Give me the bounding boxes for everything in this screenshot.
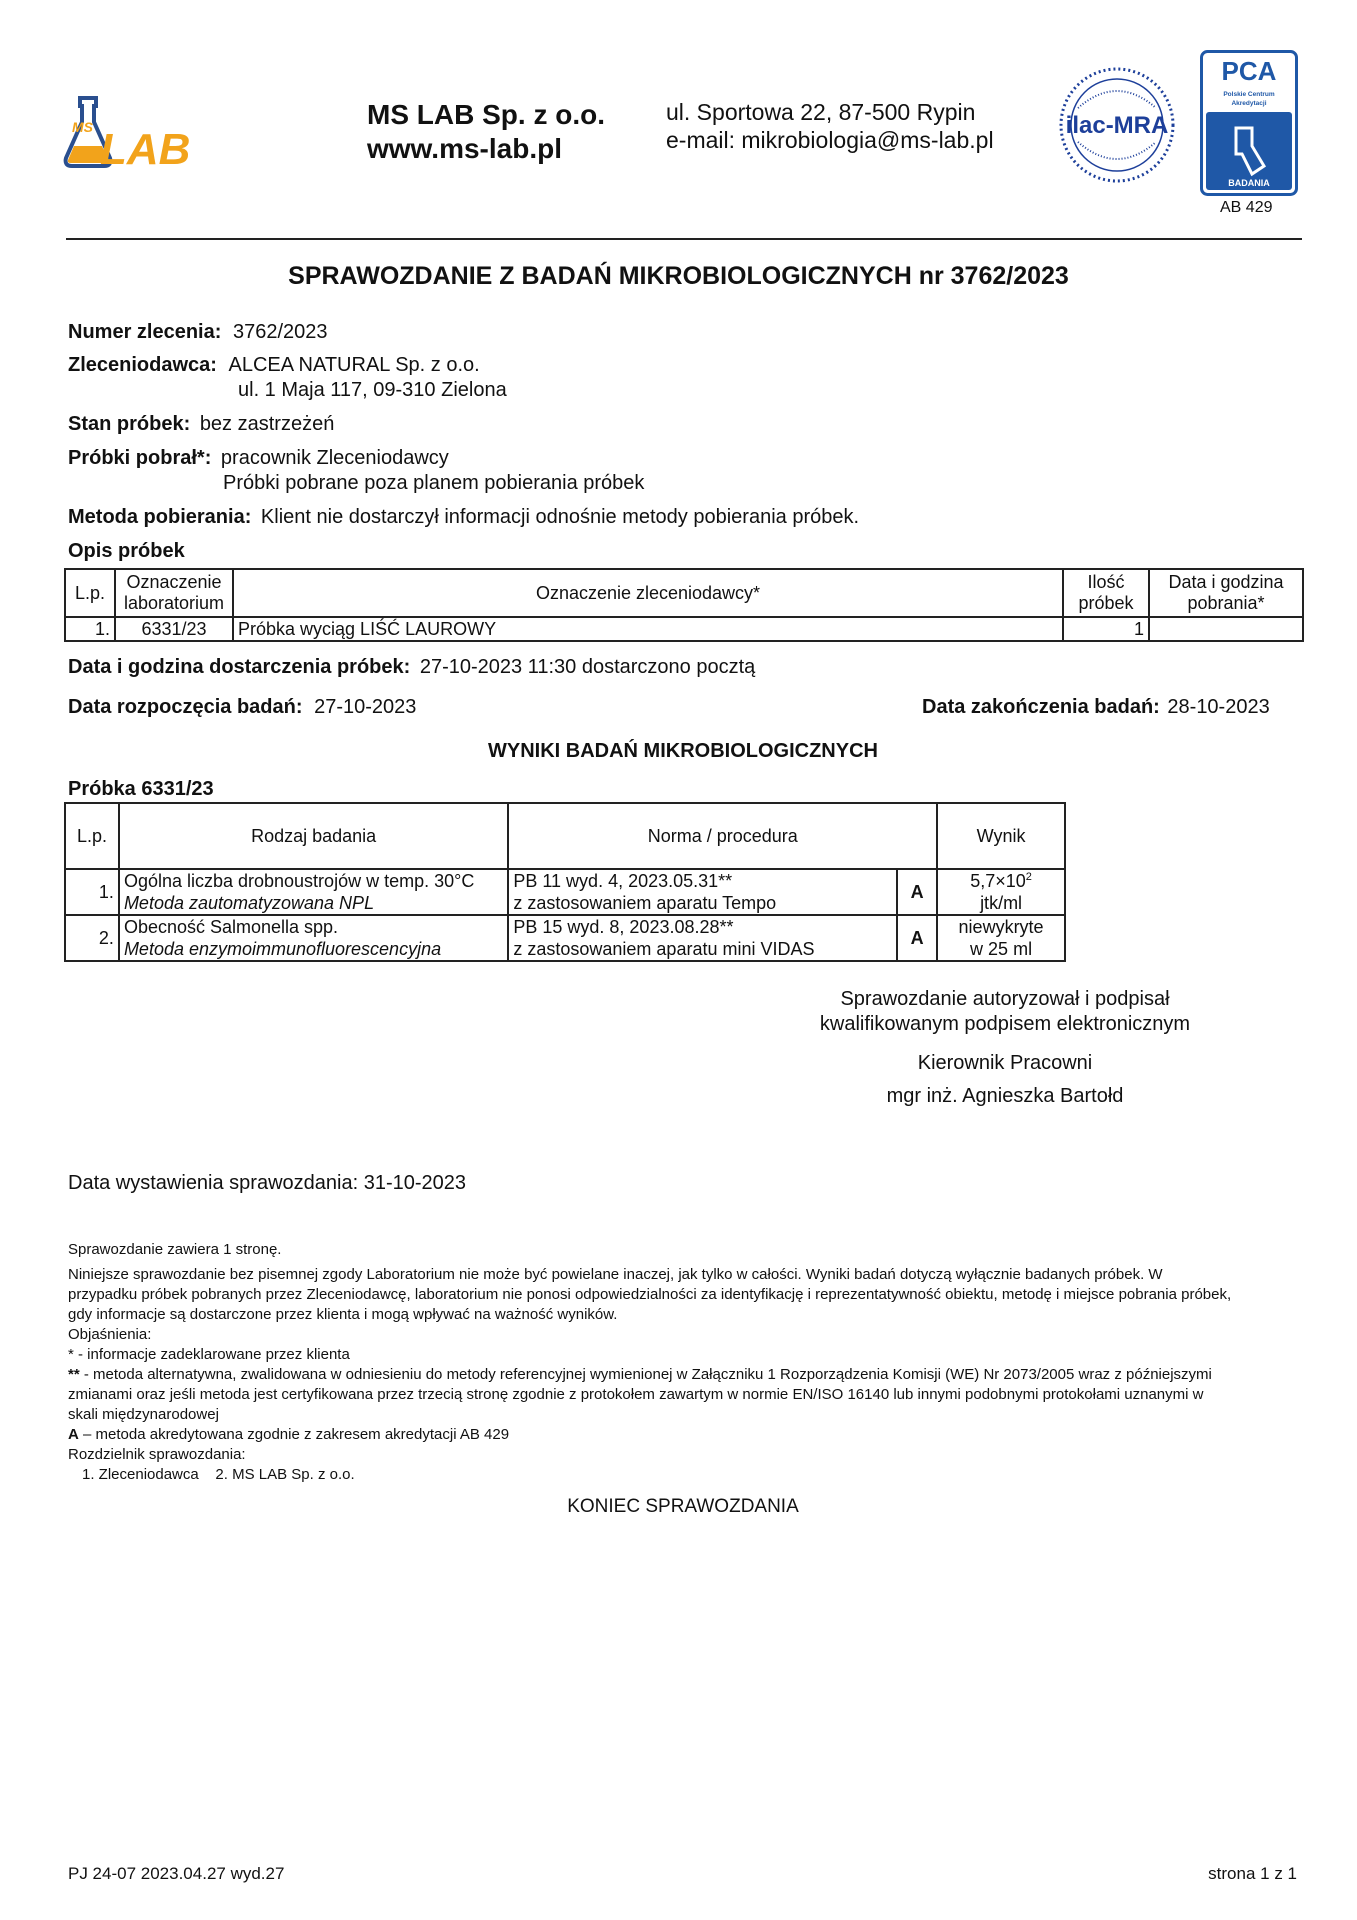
header-norm: Norma / procedura — [508, 803, 937, 869]
pca-accreditation-logo — [1200, 50, 1298, 196]
result-unit: jtk/ml — [980, 893, 1023, 913]
distribution-label: Rozdzielnik sprawozdania: — [68, 1446, 246, 1463]
sampler-row — [68, 447, 449, 470]
end-date-label: Data zakończenia badań: — [922, 696, 1160, 718]
sampling-method-label: Metoda pobierania: — [68, 506, 252, 528]
logo-lab-text: LAB — [100, 125, 191, 172]
header-divider — [66, 238, 1302, 240]
result-norm-note: z zastosowaniem aparatu mini VIDAS — [513, 939, 815, 959]
accredited-mark: A — [897, 869, 937, 915]
row-lab-id: 6331/23 — [115, 617, 233, 641]
company-address: ul. Sportowa 22, 87-500 Rypin — [666, 99, 976, 125]
result-method: Metoda enzymoimmunofluorescencyjna — [123, 939, 442, 959]
result-lp: 2. — [65, 915, 119, 961]
results-sample-label: Próbka 6331/23 — [68, 778, 214, 800]
sampler-value: pracownik Zleceniodawcy — [220, 447, 449, 469]
signature-line-1: Sprawozdanie autoryzował i podpisał — [840, 988, 1170, 1010]
company-block — [367, 98, 605, 166]
start-date-label: Data rozpoczęcia badań: — [68, 696, 303, 718]
delivery-row — [68, 656, 755, 679]
double-star-mark: ** — [68, 1366, 80, 1383]
footer-notes — [68, 1240, 1308, 1485]
result-test: Ogólna liczba drobnoustrojów w temp. 30°C — [123, 871, 475, 891]
result-test-cell — [119, 915, 508, 961]
page-number: strona 1 z 1 — [1208, 1864, 1297, 1883]
header-lab-id: Oznaczenie laboratorium — [115, 569, 233, 617]
company-email: e-mail: mikrobiologia@ms-lab.pl — [666, 127, 994, 153]
accredited-mark: A — [897, 915, 937, 961]
accreditation-number: AB 429 — [1220, 199, 1273, 216]
result-norm: PB 11 wyd. 4, 2023.05.31** — [513, 871, 733, 891]
row-count: 1 — [1063, 617, 1149, 641]
signature-line-2: kwalifikowanym podpisem elektronicznym — [819, 1013, 1191, 1035]
result-value-base: 5,7×10 — [970, 871, 1026, 891]
pca-title: PCA — [1221, 56, 1277, 86]
row-lp: 1. — [65, 617, 115, 641]
sample-state-value: bez zastrzeżeń — [199, 413, 335, 435]
logo-ms-text: MS — [72, 119, 93, 135]
result-norm-note: z zastosowaniem aparatu Tempo — [513, 893, 777, 913]
header-count: Ilość próbek — [1063, 569, 1149, 617]
delivery-value: 27-10-2023 11:30 dostarczono pocztą — [419, 656, 756, 678]
header-test-type: Rodzaj badania — [119, 803, 508, 869]
accredited-note-mark: A — [68, 1426, 79, 1443]
end-date-row — [922, 696, 1270, 719]
note-double-star-line-2: zmianami oraz jeśli metoda jest certyfikowana przez trzecią stronę zgodnie z protokołem zawartym w normie EN/ISO 16140 lub innymi podobnymi protokołami uznanymi w — [68, 1386, 1204, 1403]
header-lp: L.p. — [65, 569, 115, 617]
note-double-star-line-3: skali międzynarodowej — [68, 1406, 219, 1423]
accredited-note-text: – metoda akredytowana zgodnie z zakresem akredytacji AB 429 — [78, 1426, 510, 1443]
sampling-method-value: Klient nie dostarczył informacji odnośnie metody pobierania próbek. — [260, 506, 860, 528]
ilac-mra-text: ilac-MRA — [1065, 112, 1169, 139]
result-norm: PB 15 wyd. 8, 2023.08.28** — [513, 917, 734, 937]
company-website: www.ms-lab.pl — [367, 133, 562, 164]
sampler-label: Próbki pobrał*: — [68, 447, 212, 469]
result-test: Obecność Salmonella spp. — [123, 917, 339, 937]
note-accredited — [68, 1425, 1308, 1445]
form-code: PJ 24-07 2023.04.27 wyd.27 — [68, 1864, 285, 1883]
issue-date: Data wystawienia sprawozdania: 31-10-2023 — [68, 1172, 467, 1194]
pca-subtitle-2: Akredytacji — [1231, 100, 1267, 107]
result-value-cell — [937, 915, 1065, 961]
sampler-note: Próbki pobrane poza planem pobierania próbek — [223, 472, 645, 494]
result-value-exponent: 2 — [1025, 871, 1032, 883]
double-star-text: - metoda alternatywna, zwalidowana w odniesieniu do metody referencyjnej wymienionej w Załączniku 1 Rozporządzenia Komisji (WE) Nr 2073/2005 wraz z późniejszymi — [79, 1366, 1212, 1383]
client-label: Zleceniodawca: — [68, 354, 217, 376]
header-lp: L.p. — [65, 803, 119, 869]
disclaimer-line-2: przypadku próbek pobranych przez Zleceniodawcę, laboratorium nie ponosi odpowiedzialności za identyfikację i reprezentatywność obiektu, metodę i miejsce pobrania próbek, — [68, 1286, 1232, 1303]
delivery-label: Data i godzina dostarczenia próbek: — [68, 656, 411, 678]
table-row — [65, 617, 1303, 641]
results-table — [64, 802, 1066, 962]
sample-state-label: Stan próbek: — [68, 413, 191, 435]
end-date-value: 28-10-2023 — [1167, 696, 1270, 718]
start-date-row — [68, 696, 416, 719]
report-title: SPRAWOZDANIE Z BADAŃ MIKROBIOLOGICZNYCH nr 3762/2023 — [288, 262, 1069, 290]
pages-note: Sprawozdanie zawiera 1 stronę. — [68, 1241, 282, 1258]
pca-subtitle-1: Polskie Centrum — [1223, 91, 1275, 98]
results-table-header — [65, 803, 1065, 869]
samples-table-header — [65, 569, 1303, 617]
result-method: Metoda zautomatyzowana NPL — [123, 893, 375, 913]
order-number-value: 3762/2023 — [232, 321, 328, 343]
result-lp: 1. — [65, 869, 119, 915]
signature-role: Kierownik Pracowni — [917, 1052, 1093, 1074]
result-value-line2: w 25 ml — [970, 939, 1033, 959]
signature-name: mgr inż. Agnieszka Bartołd — [886, 1085, 1124, 1107]
samples-table — [64, 568, 1304, 642]
results-heading: WYNIKI BADAŃ MIKROBIOLOGICZNYCH — [488, 740, 878, 762]
order-number-label: Numer zlecenia: — [68, 321, 222, 343]
sample-state-row — [68, 413, 334, 436]
order-number-row — [68, 321, 328, 344]
note-single-star: * - informacje zadeklarowane przez klienta — [68, 1346, 350, 1363]
ms-lab-logo — [62, 92, 212, 172]
pca-badge: BADANIA — [1228, 178, 1270, 188]
samples-heading: Opis próbek — [68, 540, 185, 562]
result-test-cell — [119, 869, 508, 915]
header-client-id: Oznaczenie zleceniodawcy* — [233, 569, 1063, 617]
client-row — [68, 354, 480, 377]
distribution-value: 1. Zleceniodawca 2. MS LAB Sp. z o.o. — [82, 1466, 355, 1483]
disclaimer-line-1: Niniejsze sprawozdanie bez pisemnej zgody Laboratorium nie może być powielane inaczej, jak tylko w całości. Wyniki badań dotyczą wyłącznie badanych próbek. W — [68, 1266, 1163, 1283]
sampling-method-row — [68, 506, 859, 529]
client-name: ALCEA NATURAL Sp. z o.o. — [228, 354, 480, 376]
row-sampling-date — [1149, 617, 1303, 641]
start-date-value: 27-10-2023 — [314, 696, 417, 718]
result-value-cell — [937, 869, 1065, 915]
header-sampling-date: Data i godzina pobrania* — [1149, 569, 1303, 617]
address-block — [666, 98, 994, 154]
explanations-label: Objaśnienia: — [68, 1326, 152, 1343]
report-end: KONIEC SPRAWOZDANIA — [567, 1496, 799, 1517]
note-double-star-line-1 — [68, 1365, 1308, 1385]
company-name: MS LAB Sp. z o.o. — [367, 99, 605, 130]
row-client-id: Próbka wyciąg LIŚĆ LAUROWY — [233, 617, 1063, 641]
table-row — [65, 869, 1065, 915]
ilac-mra-logo — [1056, 64, 1178, 186]
client-address: ul. 1 Maja 117, 09-310 Zielona — [238, 379, 507, 401]
result-value-line1: niewykryte — [958, 917, 1044, 937]
result-norm-cell — [508, 869, 897, 915]
table-row — [65, 915, 1065, 961]
disclaimer-line-3: gdy informacje są dostarczone przez klienta i mogą wpływać na ważność wyników. — [68, 1306, 618, 1323]
result-norm-cell — [508, 915, 897, 961]
header-result: Wynik — [937, 803, 1065, 869]
